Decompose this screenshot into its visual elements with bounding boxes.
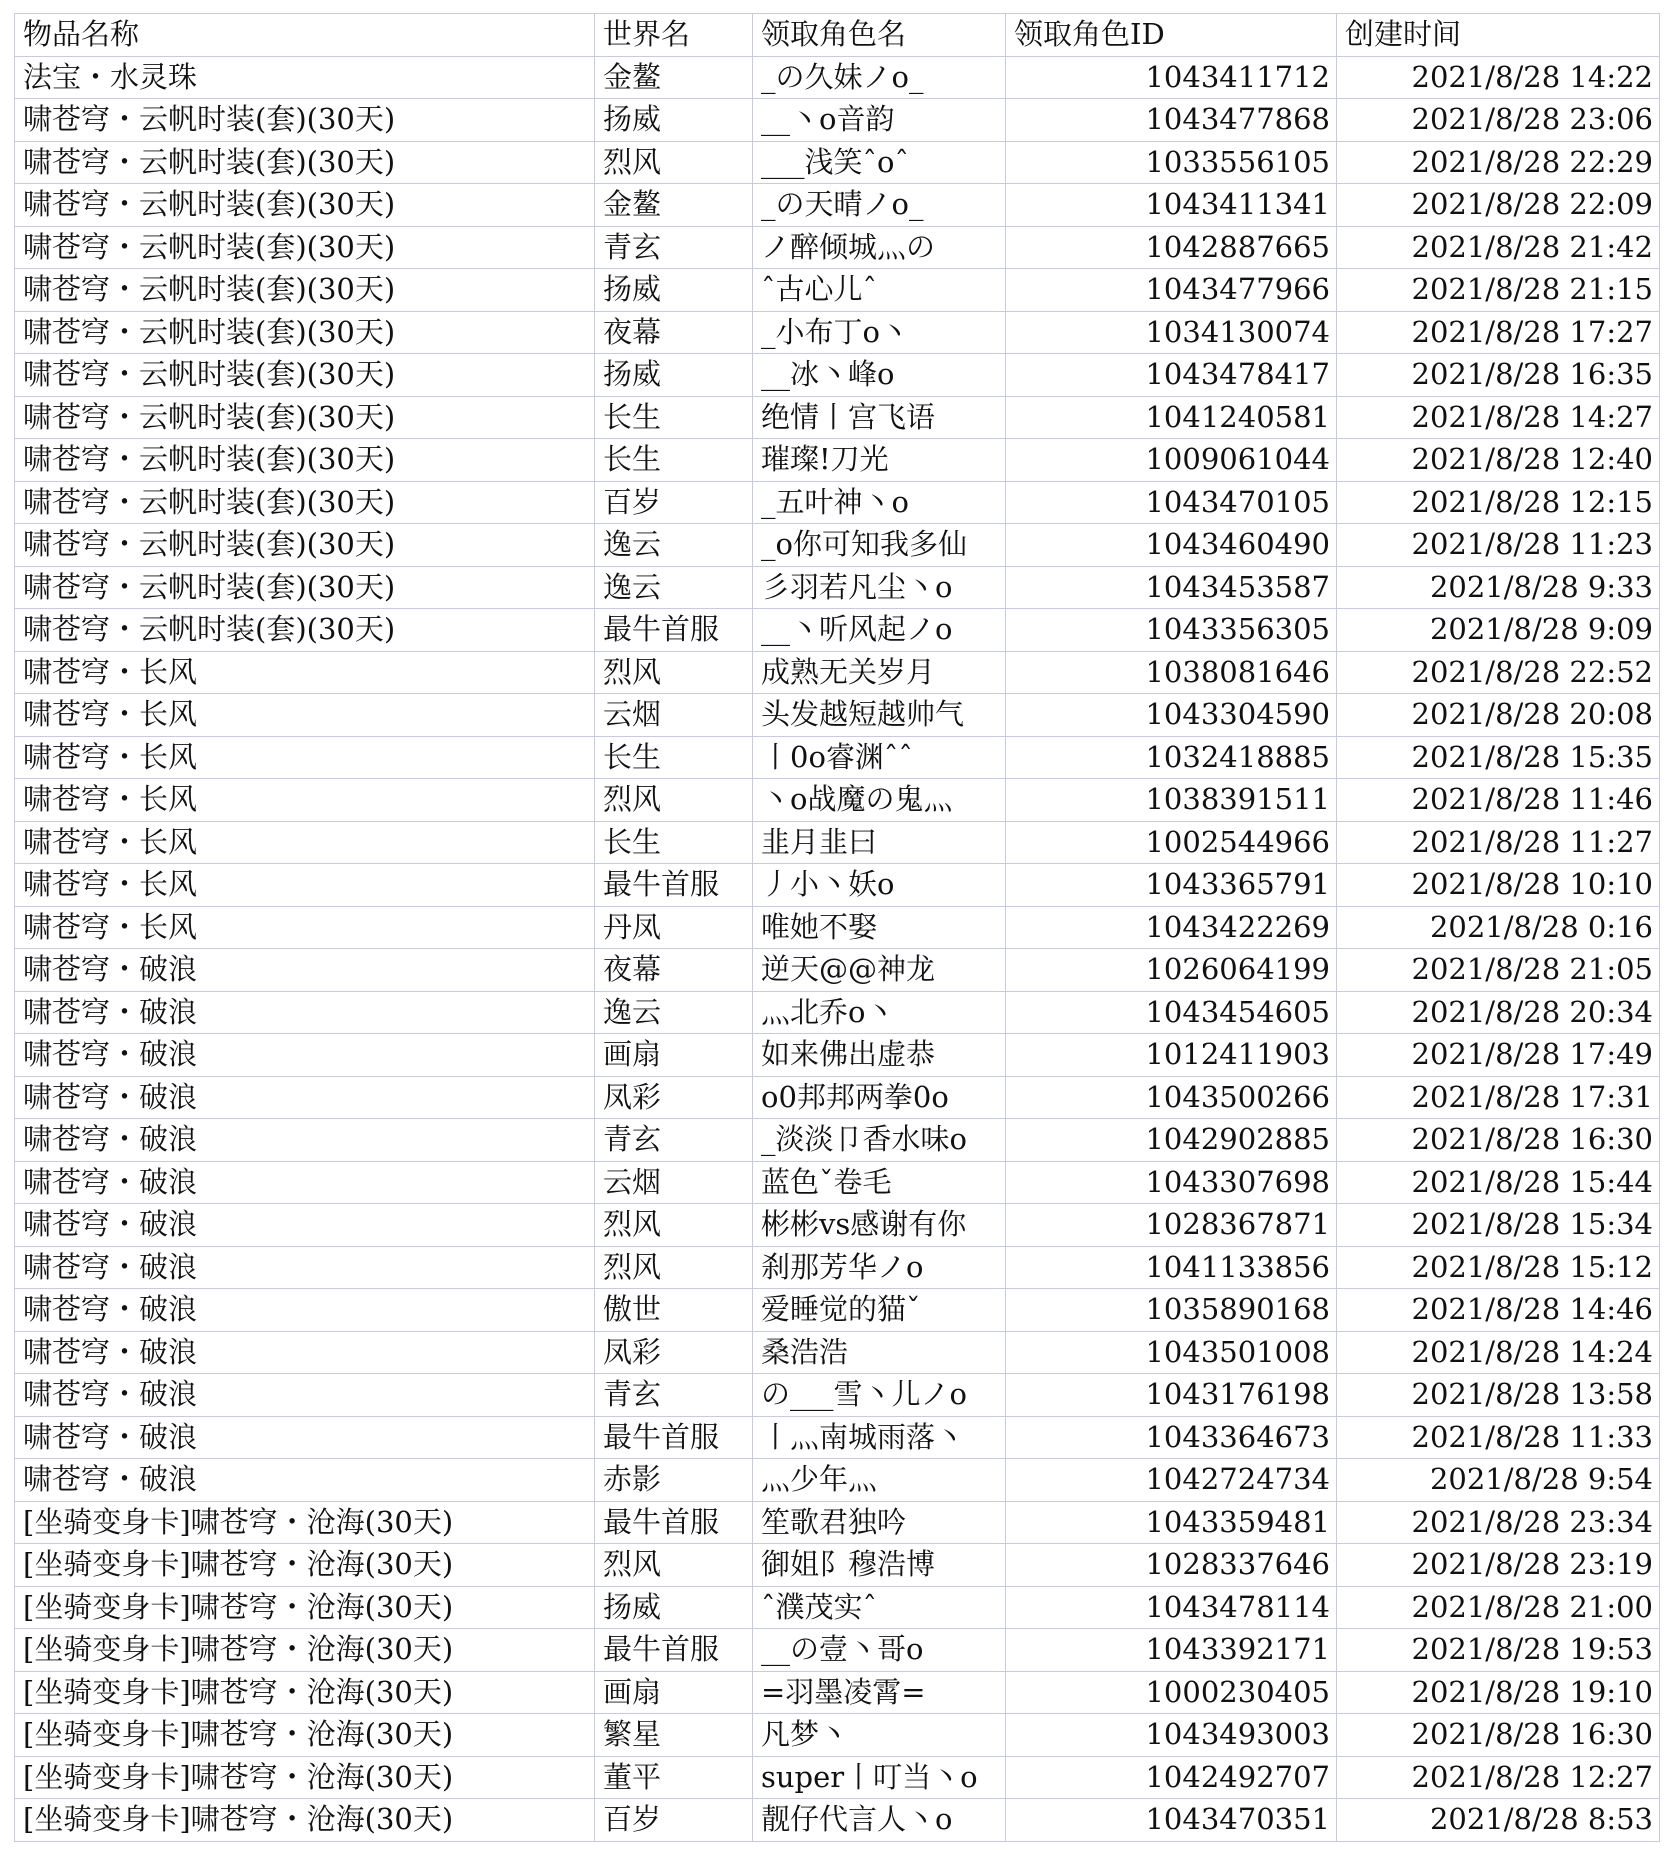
cell-world-name[interactable]: 扬威 [595,1586,753,1629]
cell-world-name[interactable]: 烈风 [595,779,753,822]
cell-item-name[interactable]: [坐骑变身卡]啸苍穹・沧海(30天) [15,1756,595,1799]
table-row [15,651,1660,694]
cell-created-time[interactable]: 2021/8/28 15:44 [1337,1161,1660,1204]
cell-role-id[interactable]: 1026064199 [1006,949,1337,992]
cell-item-name[interactable]: 法宝・水灵珠 [15,56,595,99]
cell-world-name[interactable]: 逸云 [595,991,753,1034]
cell-created-time[interactable]: 2021/8/28 14:46 [1337,1289,1660,1332]
table-row [15,184,1660,227]
table-row [15,949,1660,992]
cell-role-name[interactable]: の___雪丶儿ノo [753,1374,1006,1417]
cell-role-id[interactable]: 1042724734 [1006,1459,1337,1502]
cell-world-name[interactable]: 金鳌 [595,56,753,99]
cell-item-name[interactable]: 啸苍穹・云帆时装(套)(30天) [15,566,595,609]
cell-item-name[interactable]: [坐骑变身卡]啸苍穹・沧海(30天) [15,1544,595,1587]
cell-item-name[interactable]: 啸苍穹・云帆时装(套)(30天) [15,269,595,312]
cell-role-name[interactable]: 唯她不娶 [753,906,1006,949]
table-row [15,1799,1660,1842]
cell-role-name[interactable]: __丶o音韵 [753,99,1006,142]
cell-world-name[interactable]: 烈风 [595,1204,753,1247]
cell-role-id[interactable]: 1043501008 [1006,1331,1337,1374]
cell-world-name[interactable]: 青玄 [595,1119,753,1162]
cell-role-name[interactable]: 绝情丨宫飞语 [753,396,1006,439]
cell-role-id[interactable]: 1043477966 [1006,269,1337,312]
table-row [15,1501,1660,1544]
cell-world-name[interactable]: 金鳌 [595,184,753,227]
cell-role-id[interactable]: 1043176198 [1006,1374,1337,1417]
cell-role-id[interactable]: 1043364673 [1006,1416,1337,1459]
cell-role-name[interactable]: 凡梦丶 [753,1714,1006,1757]
cell-created-time[interactable]: 2021/8/28 23:19 [1337,1544,1660,1587]
cell-role-name[interactable]: 丶o战魔の鬼灬 [753,779,1006,822]
table-row [15,226,1660,269]
cell-created-time[interactable]: 2021/8/28 9:54 [1337,1459,1660,1502]
cell-created-time[interactable]: 2021/8/28 21:15 [1337,269,1660,312]
cell-item-name[interactable]: 啸苍穹・破浪 [15,1459,595,1502]
cell-item-name[interactable]: 啸苍穹・云帆时装(套)(30天) [15,99,595,142]
cell-role-id[interactable]: 1028337646 [1006,1544,1337,1587]
cell-item-name[interactable]: 啸苍穹・破浪 [15,1331,595,1374]
cell-role-name[interactable]: 御姐阝穆浩博 [753,1544,1006,1587]
cell-created-time[interactable]: 2021/8/28 16:30 [1337,1714,1660,1757]
table-row [15,524,1660,567]
table-row [15,99,1660,142]
cell-world-name[interactable]: 最牛首服 [595,609,753,652]
cell-item-name[interactable]: 啸苍穹・长风 [15,821,595,864]
cell-created-time[interactable]: 2021/8/28 11:46 [1337,779,1660,822]
cell-item-name[interactable]: [坐骑变身卡]啸苍穹・沧海(30天) [15,1501,595,1544]
table-row [15,1629,1660,1672]
table-row [15,566,1660,609]
cell-item-name[interactable]: [坐骑变身卡]啸苍穹・沧海(30天) [15,1799,595,1842]
table-row [15,906,1660,949]
cell-world-name[interactable]: 夜幕 [595,311,753,354]
cell-role-name[interactable]: ˆ古心儿ˆ [753,269,1006,312]
cell-created-time[interactable]: 2021/8/28 19:53 [1337,1629,1660,1672]
cell-role-id[interactable]: 1042887665 [1006,226,1337,269]
cell-role-id[interactable]: 1043411712 [1006,56,1337,99]
cell-role-id[interactable]: 1043359481 [1006,1501,1337,1544]
cell-created-time[interactable]: 2021/8/28 17:27 [1337,311,1660,354]
cell-world-name[interactable]: 青玄 [595,226,753,269]
data-table [14,13,1660,1842]
cell-world-name[interactable]: 最牛首服 [595,864,753,907]
cell-role-name[interactable]: 丨0o睿渊ˆˆ [753,736,1006,779]
cell-world-name[interactable]: 烈风 [595,141,753,184]
cell-item-name[interactable]: 啸苍穹・破浪 [15,991,595,1034]
table-row [15,1204,1660,1247]
cell-item-name[interactable]: 啸苍穹・破浪 [15,1204,595,1247]
cell-created-time[interactable]: 2021/8/28 11:23 [1337,524,1660,567]
cell-role-name[interactable]: _小布丁o丶 [753,311,1006,354]
cell-role-name[interactable]: _の久妹ノo_ [753,56,1006,99]
cell-world-name[interactable]: 扬威 [595,99,753,142]
cell-item-name[interactable]: 啸苍穹・破浪 [15,1246,595,1289]
cell-role-name[interactable]: 笙歌君独吟 [753,1501,1006,1544]
table-row [15,736,1660,779]
cell-created-time[interactable]: 2021/8/28 17:31 [1337,1076,1660,1119]
cell-item-name[interactable]: 啸苍穹・云帆时装(套)(30天) [15,609,595,652]
cell-created-time[interactable]: 2021/8/28 14:27 [1337,396,1660,439]
cell-created-time[interactable]: 2021/8/28 14:22 [1337,56,1660,99]
table-row [15,991,1660,1034]
cell-item-name[interactable]: 啸苍穹・云帆时装(套)(30天) [15,354,595,397]
table-row [15,1034,1660,1077]
table-row [15,1119,1660,1162]
cell-world-name[interactable]: 云烟 [595,1161,753,1204]
cell-role-id[interactable]: 1043392171 [1006,1629,1337,1672]
cell-created-time[interactable]: 2021/8/28 11:27 [1337,821,1660,864]
table-row [15,1756,1660,1799]
cell-role-name[interactable]: 爱睡觉的猫ˇ [753,1289,1006,1332]
cell-role-id[interactable]: 1038391511 [1006,779,1337,822]
table-row [15,1246,1660,1289]
table-row [15,269,1660,312]
cell-world-name[interactable]: 最牛首服 [595,1629,753,1672]
table-row [15,1714,1660,1757]
cell-item-name[interactable]: 啸苍穹・云帆时装(套)(30天) [15,481,595,524]
cell-item-name[interactable]: 啸苍穹・破浪 [15,1374,595,1417]
cell-role-id[interactable]: 1041133856 [1006,1246,1337,1289]
cell-world-name[interactable]: 长生 [595,736,753,779]
cell-world-name[interactable]: 赤影 [595,1459,753,1502]
cell-item-name[interactable]: 啸苍穹・云帆时装(套)(30天) [15,226,595,269]
cell-created-time[interactable]: 2021/8/28 22:52 [1337,651,1660,694]
cell-role-id[interactable]: 1043478114 [1006,1586,1337,1629]
cell-role-name[interactable]: 丨灬南城雨落丶 [753,1416,1006,1459]
table-row [15,1459,1660,1502]
header-world-name[interactable]: 世界名 [595,14,753,57]
cell-item-name[interactable]: 啸苍穹・破浪 [15,1416,595,1459]
table-row [15,1586,1660,1629]
cell-item-name[interactable]: 啸苍穹・长风 [15,736,595,779]
cell-world-name[interactable]: 傲世 [595,1289,753,1332]
cell-role-name[interactable]: 靓仔代言人丶o [753,1799,1006,1842]
cell-role-id[interactable]: 1038081646 [1006,651,1337,694]
cell-role-id[interactable]: 1043493003 [1006,1714,1337,1757]
cell-role-name[interactable]: 丿小丶妖o [753,864,1006,907]
cell-item-name[interactable]: 啸苍穹・破浪 [15,1119,595,1162]
cell-created-time[interactable]: 2021/8/28 20:08 [1337,694,1660,737]
cell-role-name[interactable]: ノ醉倾城灬の [753,226,1006,269]
cell-role-id[interactable]: 1009061044 [1006,439,1337,482]
cell-created-time[interactable]: 2021/8/28 13:58 [1337,1374,1660,1417]
cell-item-name[interactable]: 啸苍穹・云帆时装(套)(30天) [15,524,595,567]
cell-item-name[interactable]: 啸苍穹・云帆时装(套)(30天) [15,396,595,439]
table-row [15,694,1660,737]
cell-role-name[interactable]: __の壹丶哥o [753,1629,1006,1672]
cell-created-time[interactable]: 2021/8/28 21:05 [1337,949,1660,992]
cell-role-id[interactable]: 1041240581 [1006,396,1337,439]
cell-role-name[interactable]: 头发越短越帅气 [753,694,1006,737]
cell-created-time[interactable]: 2021/8/28 11:33 [1337,1416,1660,1459]
table-row [15,779,1660,822]
cell-world-name[interactable]: 长生 [595,439,753,482]
cell-created-time[interactable]: 2021/8/28 15:34 [1337,1204,1660,1247]
cell-item-name[interactable]: 啸苍穹・长风 [15,694,595,737]
cell-world-name[interactable]: 繁星 [595,1714,753,1757]
cell-created-time[interactable]: 2021/8/28 20:34 [1337,991,1660,1034]
table-row [15,396,1660,439]
cell-role-name[interactable]: _淡淡卩香水味o [753,1119,1006,1162]
cell-item-name[interactable]: 啸苍穹・云帆时装(套)(30天) [15,141,595,184]
table-row [15,1544,1660,1587]
cell-role-id[interactable]: 1028367871 [1006,1204,1337,1247]
cell-created-time[interactable]: 2021/8/28 10:10 [1337,864,1660,907]
cell-item-name[interactable]: 啸苍穹・破浪 [15,1161,595,1204]
table-row [15,439,1660,482]
cell-created-time[interactable]: 2021/8/28 8:53 [1337,1799,1660,1842]
table-row [15,311,1660,354]
cell-world-name[interactable]: 青玄 [595,1374,753,1417]
cell-role-id[interactable]: 1043470105 [1006,481,1337,524]
cell-created-time[interactable]: 2021/8/28 22:09 [1337,184,1660,227]
cell-world-name[interactable]: 扬威 [595,269,753,312]
cell-created-time[interactable]: 2021/8/28 16:30 [1337,1119,1660,1162]
cell-role-name[interactable]: ___浅笑ˆoˆ [753,141,1006,184]
cell-role-id[interactable]: 1033556105 [1006,141,1337,184]
cell-item-name[interactable]: 啸苍穹・长风 [15,651,595,694]
cell-created-time[interactable]: 2021/8/28 12:27 [1337,1756,1660,1799]
cell-item-name[interactable]: 啸苍穹・长风 [15,906,595,949]
table-row [15,1671,1660,1714]
cell-world-name[interactable]: 夜幕 [595,949,753,992]
cell-world-name[interactable]: 逸云 [595,566,753,609]
cell-role-name[interactable]: 彬彬vs感谢有你 [753,1204,1006,1247]
table-row [15,481,1660,524]
cell-role-id[interactable]: 1043477868 [1006,99,1337,142]
cell-role-name[interactable]: 刹那芳华ノo [753,1246,1006,1289]
cell-role-id[interactable]: 1000230405 [1006,1671,1337,1714]
cell-world-name[interactable]: 画扇 [595,1034,753,1077]
cell-role-name[interactable]: super丨叮当丶o [753,1756,1006,1799]
cell-world-name[interactable]: 百岁 [595,481,753,524]
cell-created-time[interactable]: 2021/8/28 21:00 [1337,1586,1660,1629]
cell-created-time[interactable]: 2021/8/28 23:06 [1337,99,1660,142]
cell-role-name[interactable]: 灬北乔o丶 [753,991,1006,1034]
cell-world-name[interactable]: 逸云 [595,524,753,567]
table-row [15,821,1660,864]
cell-created-time[interactable]: 2021/8/28 21:42 [1337,226,1660,269]
cell-item-name[interactable]: 啸苍穹・云帆时装(套)(30天) [15,184,595,227]
table-row [15,1289,1660,1332]
cell-world-name[interactable]: 烈风 [595,1544,753,1587]
cell-world-name[interactable]: 烈风 [595,651,753,694]
cell-item-name[interactable]: [坐骑变身卡]啸苍穹・沧海(30天) [15,1629,595,1672]
cell-item-name[interactable]: [坐骑变身卡]啸苍穹・沧海(30天) [15,1671,595,1714]
cell-world-name[interactable]: 长生 [595,821,753,864]
cell-created-time[interactable]: 2021/8/28 0:16 [1337,906,1660,949]
cell-item-name[interactable]: 啸苍穹・破浪 [15,1076,595,1119]
cell-role-id[interactable]: 1032418885 [1006,736,1337,779]
cell-world-name[interactable]: 丹凤 [595,906,753,949]
cell-created-time[interactable]: 2021/8/28 16:35 [1337,354,1660,397]
cell-role-name[interactable]: 成熟无关岁月 [753,651,1006,694]
cell-world-name[interactable]: 董平 [595,1756,753,1799]
cell-created-time[interactable]: 2021/8/28 9:09 [1337,609,1660,652]
cell-role-name[interactable]: 桑浩浩 [753,1331,1006,1374]
cell-role-id[interactable]: 1012411903 [1006,1034,1337,1077]
table-row [15,1416,1660,1459]
table-row [15,141,1660,184]
cell-role-id[interactable]: 1043411341 [1006,184,1337,227]
cell-role-id[interactable]: 1043460490 [1006,524,1337,567]
cell-role-id[interactable]: 1042492707 [1006,1756,1337,1799]
table-row [15,864,1660,907]
cell-role-id[interactable]: 1043500266 [1006,1076,1337,1119]
cell-role-name[interactable]: 蓝色ˇ卷毛 [753,1161,1006,1204]
cell-world-name[interactable]: 扬威 [595,354,753,397]
header-created-time[interactable]: 创建时间 [1337,14,1660,57]
cell-role-id[interactable]: 1043365791 [1006,864,1337,907]
cell-created-time[interactable]: 2021/8/28 15:12 [1337,1246,1660,1289]
cell-item-name[interactable]: 啸苍穹・长风 [15,864,595,907]
cell-role-name[interactable]: __冰丶峰o [753,354,1006,397]
cell-role-id[interactable]: 1043470351 [1006,1799,1337,1842]
cell-item-name[interactable]: 啸苍穹・破浪 [15,1289,595,1332]
cell-role-name[interactable]: _五叶神丶o [753,481,1006,524]
cell-role-id[interactable]: 1042902885 [1006,1119,1337,1162]
cell-created-time[interactable]: 2021/8/28 14:24 [1337,1331,1660,1374]
cell-world-name[interactable]: 凤彩 [595,1331,753,1374]
cell-role-name[interactable]: o0邦邦两拳0o [753,1076,1006,1119]
cell-created-time[interactable]: 2021/8/28 17:49 [1337,1034,1660,1077]
cell-item-name[interactable]: 啸苍穹・云帆时装(套)(30天) [15,311,595,354]
cell-world-name[interactable]: 百岁 [595,1799,753,1842]
cell-world-name[interactable]: 云烟 [595,694,753,737]
cell-world-name[interactable]: 最牛首服 [595,1501,753,1544]
cell-role-id[interactable]: 1002544966 [1006,821,1337,864]
cell-world-name[interactable]: 最牛首服 [595,1416,753,1459]
cell-item-name[interactable]: 啸苍穹・破浪 [15,949,595,992]
table-row [15,354,1660,397]
cell-world-name[interactable]: 画扇 [595,1671,753,1714]
header-row [15,14,1660,57]
cell-role-name[interactable]: 韭月韭曰 [753,821,1006,864]
cell-world-name[interactable]: 长生 [595,396,753,439]
cell-item-name[interactable]: 啸苍穹・长风 [15,779,595,822]
cell-role-id[interactable]: 1034130074 [1006,311,1337,354]
cell-world-name[interactable]: 烈风 [595,1246,753,1289]
cell-created-time[interactable]: 2021/8/28 19:10 [1337,1671,1660,1714]
cell-item-name[interactable]: [坐骑变身卡]啸苍穹・沧海(30天) [15,1586,595,1629]
cell-role-id[interactable]: 1043422269 [1006,906,1337,949]
cell-role-name[interactable]: __丶听风起ノo [753,609,1006,652]
cell-role-name[interactable]: 如来佛出虚恭 [753,1034,1006,1077]
cell-role-name[interactable]: 璀璨!刀光 [753,439,1006,482]
header-role-id[interactable]: 领取角色ID [1006,14,1337,57]
cell-item-name[interactable]: 啸苍穹・破浪 [15,1034,595,1077]
cell-world-name[interactable]: 凤彩 [595,1076,753,1119]
cell-item-name[interactable]: 啸苍穹・云帆时装(套)(30天) [15,439,595,482]
table-row [15,1161,1660,1204]
cell-role-name[interactable]: 灬少年灬 [753,1459,1006,1502]
table-row [15,1374,1660,1417]
table-row [15,1076,1660,1119]
cell-role-id[interactable]: 1043307698 [1006,1161,1337,1204]
cell-created-time[interactable]: 2021/8/28 12:40 [1337,439,1660,482]
header-role-name[interactable]: 领取角色名 [753,14,1006,57]
cell-role-name[interactable]: _o你可知我多仙 [753,524,1006,567]
table-row [15,1331,1660,1374]
table-row [15,56,1660,99]
cell-role-id[interactable]: 1043356305 [1006,609,1337,652]
cell-role-id[interactable]: 1035890168 [1006,1289,1337,1332]
cell-created-time[interactable]: 2021/8/28 22:29 [1337,141,1660,184]
cell-created-time[interactable]: 2021/8/28 12:15 [1337,481,1660,524]
cell-role-name[interactable]: =羽墨凌霄= [753,1671,1006,1714]
cell-role-name[interactable]: 彡羽若凡尘丶o [753,566,1006,609]
cell-role-id[interactable]: 1043453587 [1006,566,1337,609]
cell-created-time[interactable]: 2021/8/28 23:34 [1337,1501,1660,1544]
cell-role-name[interactable]: 逆天@@神龙 [753,949,1006,992]
cell-role-id[interactable]: 1043454605 [1006,991,1337,1034]
header-item-name[interactable]: 物品名称 [15,14,595,57]
cell-created-time[interactable]: 2021/8/28 15:35 [1337,736,1660,779]
cell-created-time[interactable]: 2021/8/28 9:33 [1337,566,1660,609]
table-row [15,609,1660,652]
cell-item-name[interactable]: [坐骑变身卡]啸苍穹・沧海(30天) [15,1714,595,1757]
cell-role-id[interactable]: 1043478417 [1006,354,1337,397]
cell-role-name[interactable]: _の天晴ノo_ [753,184,1006,227]
cell-role-name[interactable]: ˆ濮茂实ˆ [753,1586,1006,1629]
cell-role-id[interactable]: 1043304590 [1006,694,1337,737]
